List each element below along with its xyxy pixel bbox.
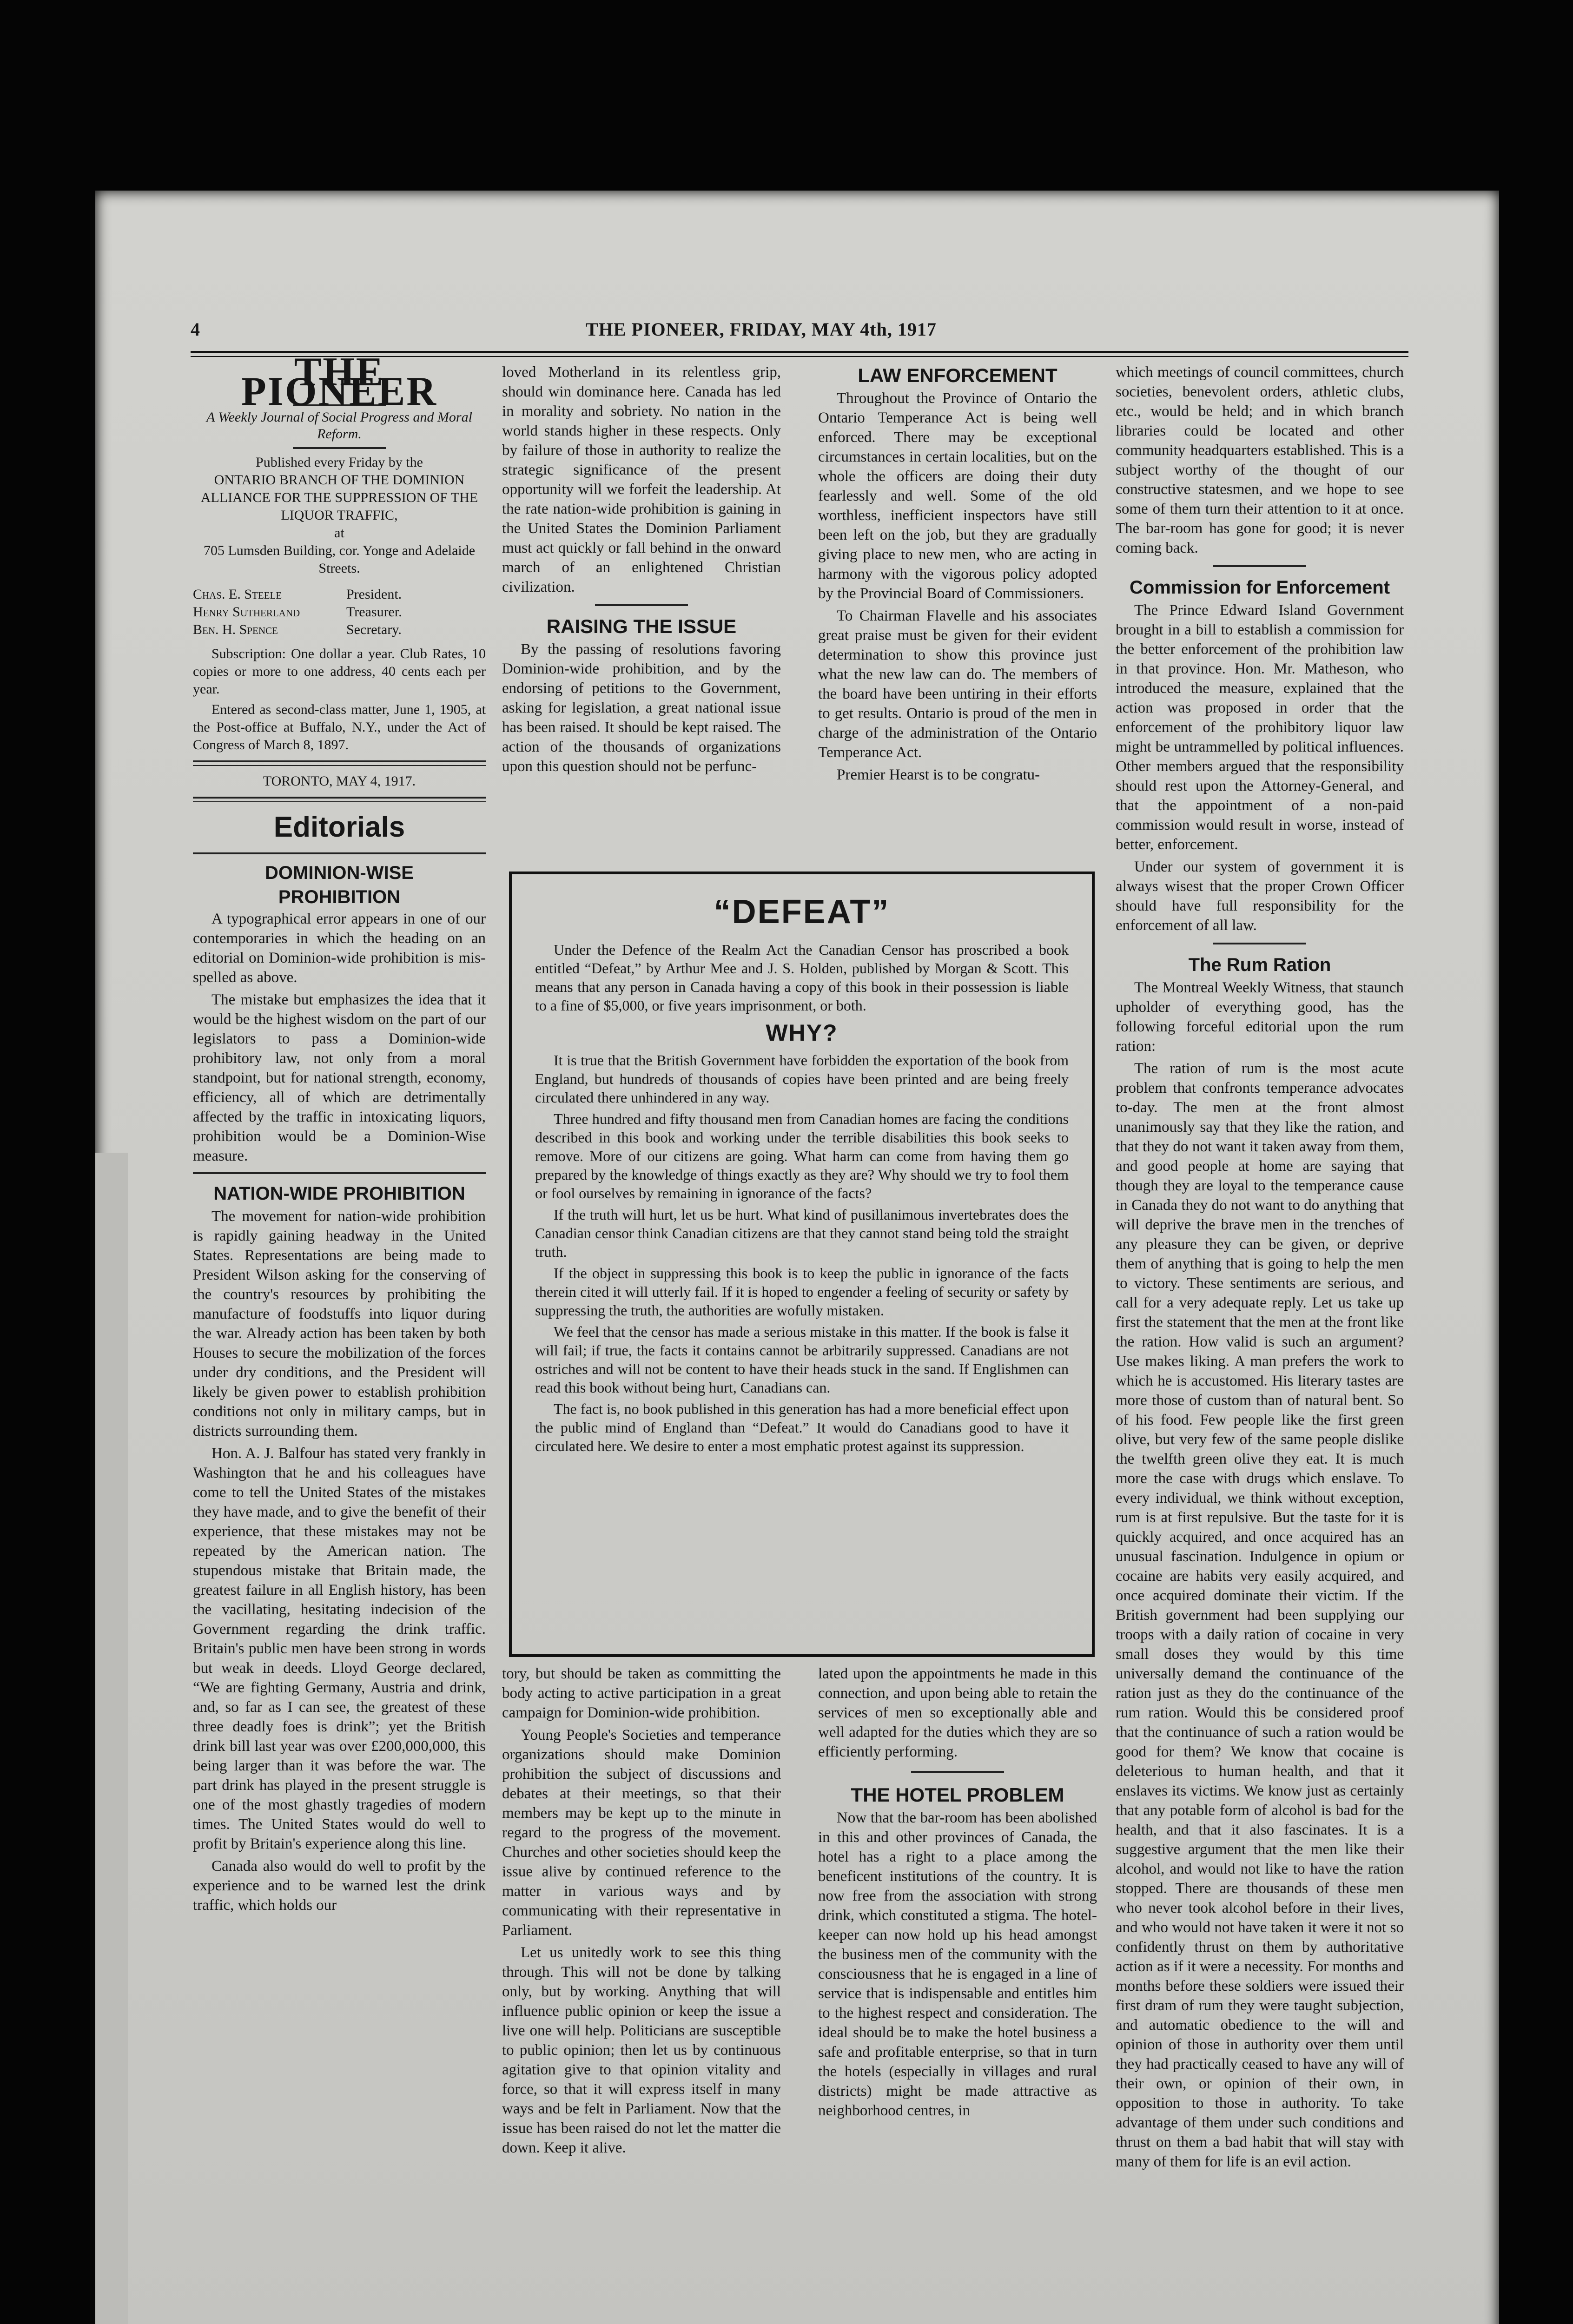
paragraph: It is true that the British Government have forbidden the exportation of the book from England, but hundreds of thousands of copies have been printed and are being freely circulated there unhindered in any way. — [535, 1052, 1069, 1106]
paragraph: Canada also would do well to profit by the experience and to be warned lest the drink traffic, which holds our — [193, 1858, 486, 1914]
masthead-at: at — [334, 525, 344, 541]
masthead-address: 705 Lumsden Building, cor. Yonge and Adelaide Streets. — [203, 543, 476, 576]
entered-text: Entered as second-class matter, June 1, 1905, at the Post-office at Buffalo, N.Y., under the Act of Congress of March 8, 1897. — [193, 702, 486, 753]
defeat-box — [509, 872, 1095, 1657]
paragraph: loved Motherland in its relentless grip, should win dominance here. Canada has led in morality and sobriety. No nation in the world stands higher in these respects. Only by failure of those in authority to realize the strategic significance of the present opportunity will we forfeit the leadership. At the rate nation-wide prohibition is gaining in the United States the Dominion Parliament must act quickly or fall behind in the onward march of an enlightened Christian civilization. — [502, 364, 781, 595]
paragraph: Premier Hearst is to be congratu- — [837, 766, 1040, 783]
paragraph: Let us unitedly work to see this thing through. This will not be done by talking only, but by working. Anything that will influence public opinion or keep the issue a live one will help. Politicians are susceptible to public opinion; then let us by continuous agitation give to that opinion vitality and force, so that it will express itself in many ways and be felt in Parliament. Now that the issue has been raised do not let the matter die down. Keep it alive. — [502, 1944, 781, 2156]
paragraph: Under the Defence of the Realm Act the Canadian Censor has proscribed a book entitled “Defeat,” by Arthur Mee and J. S. Holden, published by Morgan & Scott. This means that any person in Canada having a copy of this book in their possession is liable to a fine of $5,000, or five years imprisonment, or both. — [535, 941, 1069, 1014]
dominion-wise-title: DOMINION-WISE PROHIBITION — [265, 863, 414, 907]
paragraph: A typographical error appears in one of our contemporaries in which the heading on an editorial on Dominion-wide prohibition is mis-spelled as above. — [193, 911, 486, 986]
paragraph: We feel that the censor has made a serious mistake in this matter. If the book is false it will fail; if true, the facts it contains cannot be arbitrarily suppressed. Canadians are not ostriches and will not be content to have their heads stuck in the sand. If Englishmen can read this book without being hurt, Canadians can. — [535, 1323, 1069, 1396]
editorials-heading: Editorials — [273, 811, 405, 843]
paragraph: Under our system of government it is always wisest that the proper Crown Officer should have full responsibility for the enforcement of all law. — [1116, 858, 1404, 934]
paragraph: The fact is, no book published in this generation has had a more beneficial effect upon the public mind of England than “Defeat.” It would do Canadians good to have it circulated here. We desire to enter a most emphatic protest against its suppression. — [535, 1400, 1069, 1454]
masthead-title: THE PIONEER — [241, 350, 437, 414]
column-4 — [1116, 363, 1404, 2174]
paragraph: Hon. A. J. Balfour has stated very frankly in Washington that he and his colleagues have come to tell the United States of the mistakes they have made, and to give the benefit of their experience, that these mistakes may not be repeated by the American nation. The stupendous mistake that Britain made, the greatest failure in all English history, has been the vacillating, hesitating indecision of the Government regarding the drink traffic. Britain's public men have been strong in words but weak in deeds. Lloyd George declared, “We are fighting Germany, Austria and drink, and, so far as I can see, the greatest of these three deadly foes is drink”; yet the British drink bill last year was over £200,000,000, this being larger than it was before the war. The part drink has played in the present struggle is one of the most ghastly tragedies of modern times. The United States would do well to profit by Britain's experience along this line. — [193, 1445, 486, 1852]
nation-wide-title: NATION-WIDE PROHIBITION — [213, 1183, 465, 1204]
paragraph: The Montreal Weekly Witness, that staunch upholder of everything good, has the following forceful editorial upon the rum ration: — [1116, 979, 1404, 1055]
column-3-top — [818, 363, 1097, 787]
raising-issue-title: RAISING THE ISSUE — [546, 615, 737, 637]
paragraph: If the object in suppressing this book is to keep the public in ignorance of the facts therein cited it will utterly fail. If it is hoped to engender a feeling of security or safety by suppressing the truth, the authorities are wofully mistaken. — [535, 1265, 1069, 1319]
column-2-bottom — [502, 1664, 781, 2160]
hotel-problem-title: THE HOTEL PROBLEM — [851, 1784, 1064, 1806]
paragraph: The ration of rum is the most acute problem that confronts temperance advocates to-day. The men at the front almost unanimously say that they like the ration, and that they do not want it taken away from them, and good people at home are saying that though they are loyal to the temperance cause in Canada they do not want to do anything that will deprive the brave men in the trenches of any pleasure they can be given, or deprive them of anything that is going to help the men to victory. These sentiments are serious, and call for a very adequate reply. Let us take up first the statement that the men at the front like the ration. How valid is such an argument? Use makes liking. A man prefers the work to which he is accustomed. His literary tastes are more those of custom than of natural bent. So of his food. Few people like the first green olive, but very few of the same people dislike the twelfth green olive they eat. It is much more the case with drugs which enslave. To every individual, we think without exception, rum is at first repulsive. But the taste for it is quickly acquired, and once acquired has an unusual fascination. Indulgence in opium or cocaine are habits very easily acquired, and once acquired dominate their victim. If the British government had been supplying our troops with a daily ration of cocaine in very small doses they would by this time universally demand the continuance of the ration just as they do the continuance of the rum ration. Would this be considered proof that the continuance of such a ration would be good for them? We know that cocaine is deleterious to human health, and that it enslaves its victims. We know just as certainly that any potable form of alcohol is bad for the health, and that it also fascinates. It is a suggestive argument that the men like their alcohol, and would not like to have the ration stopped. There are thousands of these men who never took alcohol before in their lives, and who would not have taken it were it not so confidently thrust on them by authoritative action as if it were a necessity. For months and months before these soldiers were issued their first dram of rum they were taught subjection, and automatic obedience to the will and opinion of those in authority over them until they had practically ceased to have any will of their own, or opinion of their own, in opposition to those in authority. To take advantage of them under such conditions and thrust on them a bad habit that will stay with many of them for life is an evil action. — [1116, 1060, 1404, 2170]
staff-row: Chas. E. Steele President. — [193, 587, 402, 602]
paragraph: lated upon the appointments he made in this connection, and upon being able to retain the services of men so exceptionally able and well adapted for the duties which they are so efficiently performing. — [818, 1665, 1097, 1760]
commission-title: Commission for Enforcement — [1129, 577, 1390, 598]
paragraph: The Prince Edward Island Government brought in a bill to establish a commission for the better enforcement of the prohibition law in that province. Hon. Mr. Matheson, who introduced the measure, explained that the action was proposed in order that the enforcement of the prohibitory liquor law might be untrammelled by political influences. Other members argued that the responsibility should rest upon the Attorney-General, and that the appointment of a non-paid commission would result in worse, instead of better, enforcement. — [1116, 602, 1404, 853]
paragraph: Three hundred and fifty thousand men from Canadian homes are facing the conditions described in this book and working under the terrible disabilities this book seeks to remove. More of our citizens are going. What harm can come from having them go prepared by the knowledge of things exactly as they are? Why should we try to fool them or fool ourselves by remaining in ignorance of the facts? — [535, 1110, 1069, 1202]
page-header — [191, 318, 1408, 346]
defeat-title: “DEFEAT” — [714, 893, 890, 931]
law-enforcement-title: LAW ENFORCEMENT — [858, 364, 1057, 386]
masthead-tagline: A Weekly Journal of Social Progress and Moral Reform. — [206, 409, 472, 442]
masthead-publisher: ONTARIO BRANCH OF THE DOMINION ALLIANCE FOR THE SUPPRESSION OF THE LIQUOR TRAFFIC, — [200, 472, 478, 523]
column-3-bottom — [818, 1664, 1097, 2123]
why-heading: WHY? — [766, 1020, 838, 1046]
paragraph: Now that the bar-room has been abolished in this and other provinces of Canada, the hotel has a right to a place among the beneficent institutions of the country. It is now free from the association with strong drink, which constituted a stigma. The hotel-keeper can now hold up his head amongst the business men of the community with the consciousness that he is engaged in a line of service that is indispensable and entitles him to the highest respect and consideration. The ideal should be to make the hotel business a safe and profitable enterprise, so that in turn the hotels (especially in villages and rural districts) might be made attractive as neighborhood centres, in — [818, 1809, 1097, 2119]
paragraph: By the passing of resolutions favoring Dominion-wide prohibition, and by the endorsing of petitions to the Government, asking for legislation, a great national issue has been raised. It should be kept raised. The action of the thousands of organizations upon this question should not be perfunc- — [502, 641, 781, 775]
paragraph: The movement for nation-wide prohibition is rapidly gaining headway in the United States. Representations are being made to President Wilson asking for the conserving of the country's resources by prohibiting the manufacture of foodstuffs into liquor during the war. Already action has been taken by both Houses to secure the mobilization of the forces under dry conditions, and the President will likely be given power to establish prohibition conditions not only in military camps, but in districts surrounding them. — [193, 1208, 486, 1439]
page-header-title: THE PIONEER, FRIDAY, MAY 4th, 1917 — [586, 319, 937, 340]
dateline: TORONTO, MAY 4, 1917. — [263, 773, 416, 789]
staff-row: Ben. H. Spence Secretary. — [193, 622, 402, 637]
paragraph: Throughout the Province of Ontario the Ontario Temperance Act is being well enforced. There may be exceptional circumstances in certain localities, but on the whole the officers are doing their duty fearlessly and well. Some of the old worthless, inefficient inspectors have still been left on the job, but they are gradually giving place to new men, who are acting in harmony with the vigorous policy adopted by the Provincial Board of Commissioners. — [818, 390, 1097, 602]
paragraph: which meetings of council committees, church societies, benevolent orders, athletic clubs, etc., would be held; and in which branch libraries could be located and other community headquarters established. This is a subject worthy of the thought of our constructive statesmen, and we hope to see some of them turn their attention to it at once. The bar-room has gone for good; it is never coming back. — [1116, 364, 1404, 556]
rum-ration-title: The Rum Ration — [1188, 955, 1331, 975]
page-fold — [95, 1153, 128, 2324]
subscription-text: Subscription: One dollar a year. Club Rates, 10 copies or more to one address, 40 cents each per year. — [193, 646, 486, 697]
page-number: 4 — [191, 319, 200, 340]
staff-row: Henry Sutherland Treasurer. — [193, 604, 402, 620]
column-2-top — [502, 363, 781, 779]
paragraph: Young People's Societies and temperance organizations should make Dominion prohibition the subject of discussions and debates at their meetings, so that their members may be kept up to the minute in regard to the progress of the movement. Churches and other societies should keep the issue alive by continued reference to the matter in various ways and by communicating with their representative in Parliament. — [502, 1727, 781, 1939]
column-1 — [193, 350, 486, 1918]
paragraph: To Chairman Flavelle and his associates great praise must be given for their evident determination to show this province just what the new law can do. The members of the board have been untiring in their efforts to get results. Ontario is proud of the men in charge of the administration of the Ontario Temperance Act. — [818, 607, 1097, 761]
paragraph: tory, but should be taken as committing the body acting to active participation in a great campaign for Dominion-wide prohibition. — [502, 1665, 781, 1721]
masthead-published: Published every Friday by the — [256, 455, 423, 470]
paragraph: If the truth will hurt, let us be hurt. What kind of pusillanimous invertebrates does the Canadian censor think Canadian citizens are that they cannot stand being told the straight truth. — [535, 1206, 1069, 1260]
paragraph: The mistake but emphasizes the idea that it would be the highest wisdom on the part of our legislators to pass a Dominion-wide prohibitory law, not only from a moral standpoint, but for national strength, economy, efficiency, all of which are detrimentally affected by the traffic in intoxicating liquors, prohibition would be a Dominion-Wise measure. — [193, 991, 486, 1164]
